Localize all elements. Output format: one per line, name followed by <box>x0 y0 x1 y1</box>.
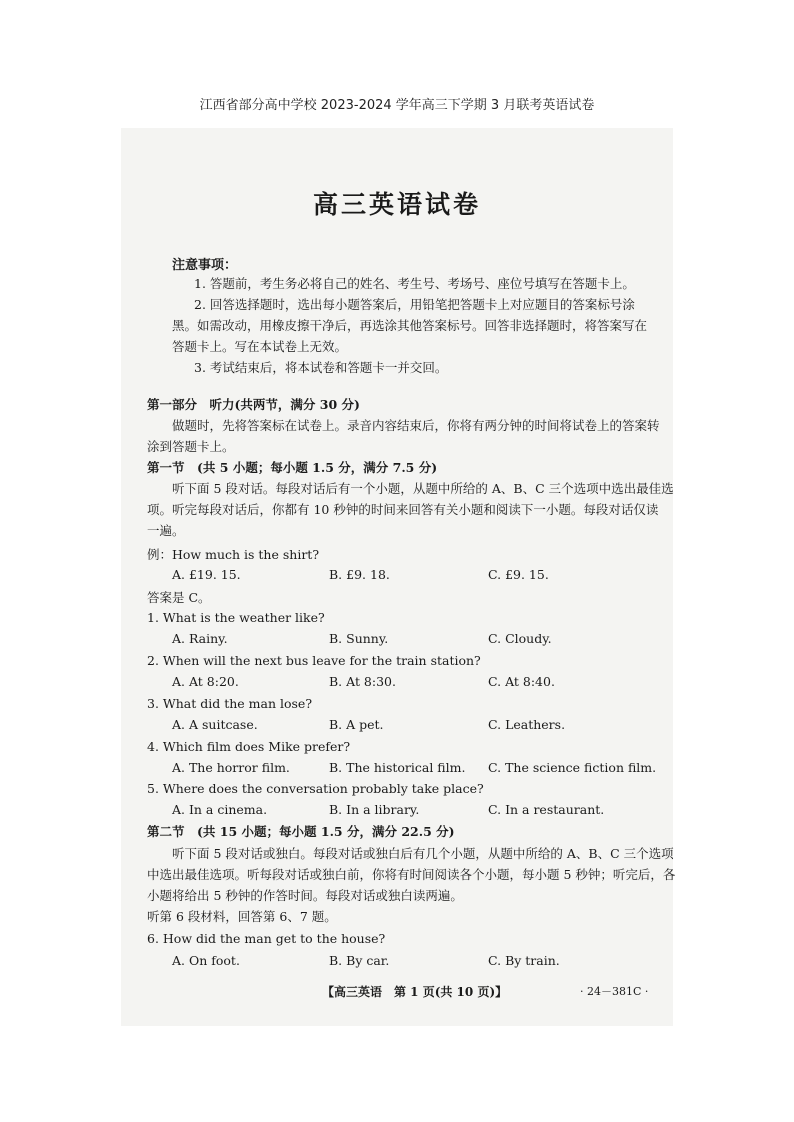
question-3: 3. What did the man lose? <box>147 696 313 711</box>
q5-option-a: A. In a cinema. <box>172 802 268 817</box>
note-line-2: 2. 回答选择题时，选出每小题答案后，用铅笔把答题卡上对应题目的答案标号涂 <box>194 297 635 312</box>
page-code: · 24－381C · <box>580 985 649 998</box>
section1-intro-3: 一遍。 <box>147 523 185 538</box>
example-question: 例：How much is the shirt? <box>147 547 320 562</box>
section2-intro-3: 小题将给出 5 秒钟的作答时间。每段对话或独白读两遍。 <box>147 888 463 903</box>
example-option-c: C. £9. 15. <box>488 567 549 582</box>
section2-intro-1: 听下面 5 段对话或独白。每段对话或独白后有几个小题，从题中所给的 A、B、C 三个选项 <box>172 846 674 861</box>
note-line-1: 1. 答题前，考生务必将自己的姓名、考生号、考场号、座位号填写在答题卡上。 <box>194 276 635 291</box>
q5-option-c: C. In a restaurant. <box>488 802 605 817</box>
part1-heading: 第一部分 听力(共两节，满分 30 分) <box>147 397 360 412</box>
q1-option-a: A. Rainy. <box>172 631 228 646</box>
exam-title: 高三英语试卷 <box>312 190 481 219</box>
q1-option-b: B. Sunny. <box>329 631 389 646</box>
notes-heading: 注意事项： <box>172 258 238 273</box>
section1-intro-2: 项。听完每段对话后，你都有 10 秒钟的时间来回答有关小题和阅读下一小题。每段对话仅读 <box>147 502 659 517</box>
question-1: 1. What is the weather like? <box>147 610 325 625</box>
page-footer: 【高三英语 第 1 页(共 10 页)】 <box>322 985 508 999</box>
q5-option-b: B. In a library. <box>329 802 420 817</box>
q2-option-b: B. At 8:30. <box>329 674 396 689</box>
example-option-a: A. £19. 15. <box>172 567 241 582</box>
section1-intro-1: 听下面 5 段对话。每段对话后有一个小题，从题中所给的 A、B、C 三个选项中选出最佳选 <box>172 481 674 496</box>
q2-option-c: C. At 8:40. <box>488 674 555 689</box>
part1-intro-1: 做题时，先将答案标在试卷上。录音内容结束后，你将有两分钟的时间将试卷上的答案转 <box>172 418 660 433</box>
question-6: 6. How did the man get to the house? <box>147 931 386 946</box>
question-5: 5. Where does the conversation probably take place? <box>147 781 484 796</box>
note-line-3: 黑。如需改动，用橡皮擦干净后，再选涂其他答案标号。回答非选择题时，将答案写在 <box>172 318 648 333</box>
note-line-4: 答题卡上。写在本试卷上无效。 <box>172 339 348 354</box>
q4-option-a: A. The horror film. <box>172 760 290 775</box>
section2-heading: 第二节 (共 15 小题；每小题 1.5 分，满分 22.5 分) <box>147 824 455 839</box>
part1-intro-2: 涂到答题卡上。 <box>147 439 235 454</box>
question-4: 4. Which film does Mike prefer? <box>147 739 351 754</box>
q4-option-b: B. The historical film. <box>329 760 466 775</box>
q4-option-c: C. The science fiction film. <box>488 760 657 775</box>
q3-option-a: A. A suitcase. <box>172 717 258 732</box>
q3-option-c: C. Leathers. <box>488 717 566 732</box>
q3-option-b: B. A pet. <box>329 717 384 732</box>
example-answer: 答案是 C。 <box>147 590 211 605</box>
q2-option-a: A. At 8:20. <box>172 674 239 689</box>
note-line-5: 3. 考试结束后，将本试卷和答题卡一并交回。 <box>194 360 448 375</box>
q6-option-c: C. By train. <box>488 953 560 968</box>
q1-option-c: C. Cloudy. <box>488 631 552 646</box>
section1-heading: 第一节 (共 5 小题；每小题 1.5 分，满分 7.5 分) <box>147 460 438 475</box>
question-2: 2. When will the next bus leave for the train station? <box>147 653 481 668</box>
section2-intro-2: 中选出最佳选项。听每段对话或独白前，你将有时间阅读各个小题，每小题 5 秒钟；听完后，各 <box>147 867 676 882</box>
example-option-b: B. £9. 18. <box>329 567 390 582</box>
q6-option-a: A. On foot. <box>172 953 240 968</box>
page-header: 江西省部分高中学校 2023-2024 学年高三下学期 3 月联考英语试卷 <box>199 98 595 113</box>
q6-option-b: B. By car. <box>329 953 390 968</box>
material-instruction: 听第 6 段材料，回答第 6、7 题。 <box>147 909 337 924</box>
